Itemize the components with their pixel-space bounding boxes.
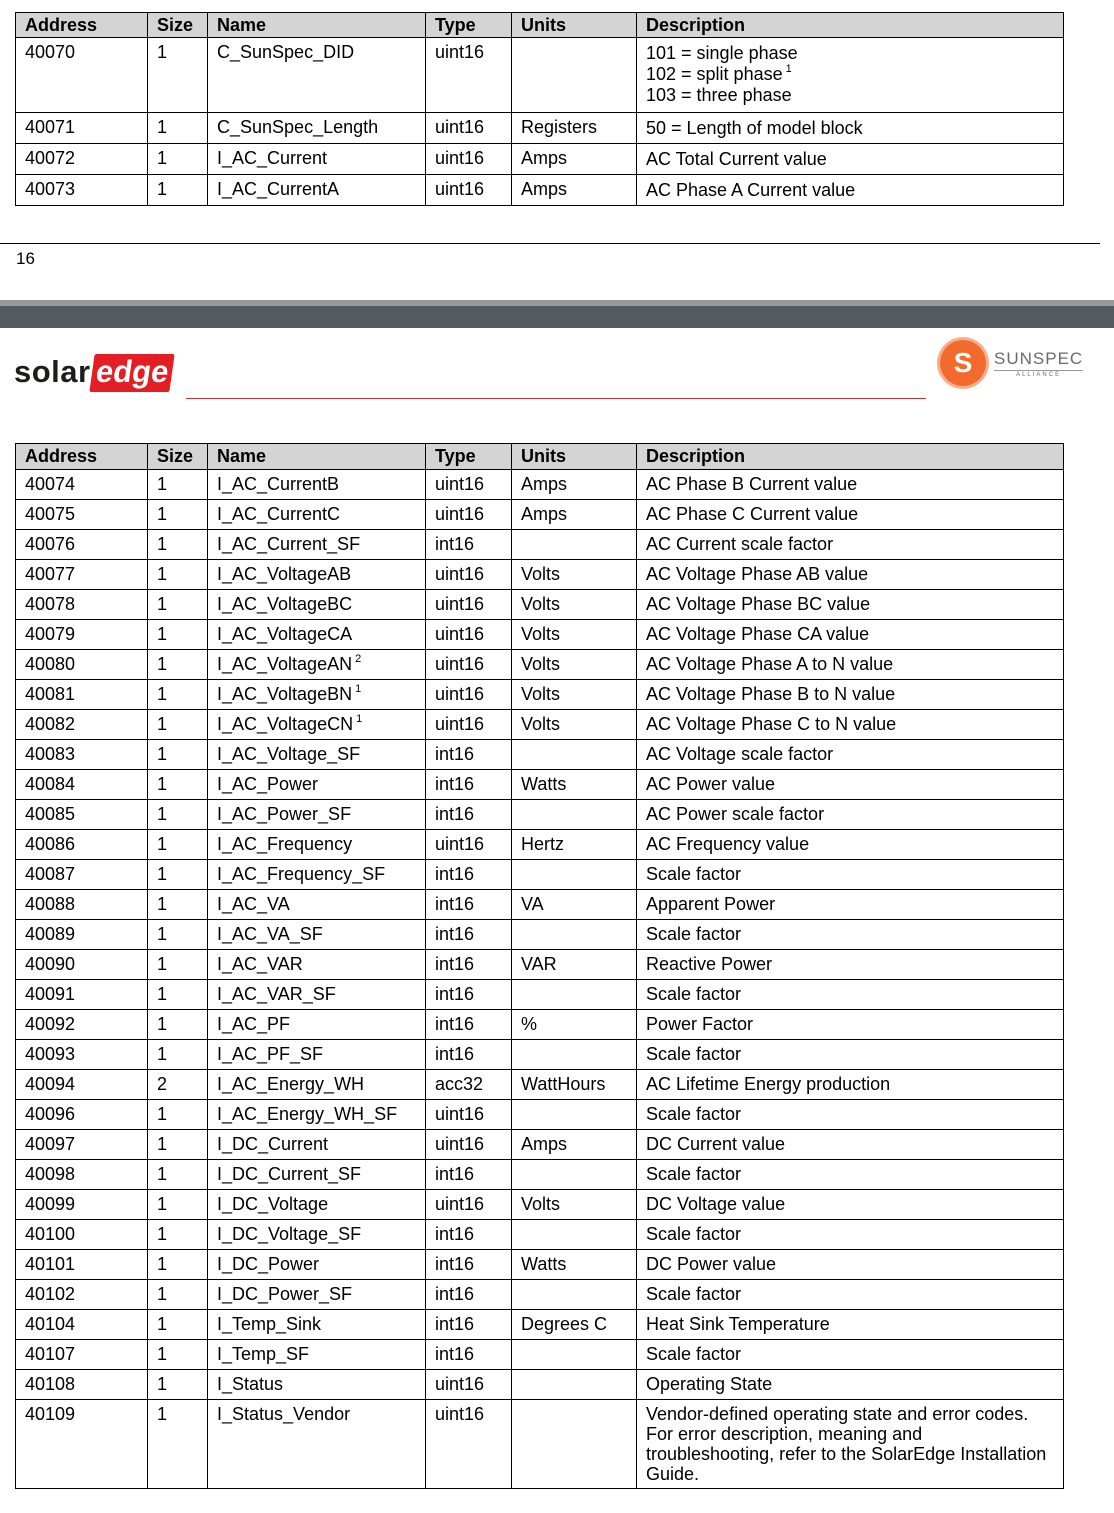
cell-type: int16 [426, 920, 512, 950]
cell-type: uint16 [426, 38, 512, 113]
footnote-marker: 1 [356, 713, 363, 725]
cell-address: 40098 [16, 1160, 148, 1190]
cell-description: Scale factor [637, 860, 1064, 890]
cell-units: Amps [512, 144, 637, 175]
cell-address: 40092 [16, 1010, 148, 1040]
cell-type: int16 [426, 1340, 512, 1370]
cell-description: DC Current value [637, 1130, 1064, 1160]
cell-units [512, 1400, 637, 1489]
cell-size: 1 [148, 710, 208, 740]
cell-address: 40102 [16, 1280, 148, 1310]
cell-units [512, 1370, 637, 1400]
cell-address: 40084 [16, 770, 148, 800]
cell-type: uint16 [426, 1130, 512, 1160]
cell-name: I_Status_Vendor [208, 1400, 426, 1489]
cell-description: AC Voltage Phase B to N value [637, 680, 1064, 710]
cell-description: Scale factor [637, 920, 1064, 950]
table-row [16, 1190, 1064, 1220]
cell-name: I_AC_VoltageCN $^1$ [208, 710, 426, 740]
cell-type: uint16 [426, 1190, 512, 1220]
cell-units [512, 530, 637, 560]
cell-description: Scale factor [637, 1220, 1064, 1250]
cell-type: int16 [426, 800, 512, 830]
cell-name: I_AC_VA_SF [208, 920, 426, 950]
cell-name: I_DC_Current [208, 1130, 426, 1160]
cell-address: 40089 [16, 920, 148, 950]
cell-type: int16 [426, 530, 512, 560]
table-row [16, 980, 1064, 1010]
cell-description: Operating State [637, 1370, 1064, 1400]
cell-size: 1 [148, 740, 208, 770]
cell-type: int16 [426, 1220, 512, 1250]
cell-address: 40090 [16, 950, 148, 980]
cell-units [512, 1280, 637, 1310]
table-row [16, 860, 1064, 890]
table-row [16, 1010, 1064, 1040]
cell-address: 40099 [16, 1190, 148, 1220]
cell-size: 1 [148, 530, 208, 560]
cell-type: int16 [426, 890, 512, 920]
cell-address: 40101 [16, 1250, 148, 1280]
register-table-main [15, 443, 1064, 1489]
cell-description: AC Voltage Phase A to N value [637, 650, 1064, 680]
cell-size: 1 [148, 1190, 208, 1220]
cell-name: I_AC_VoltageAN $^2$ [208, 650, 426, 680]
sunspec-name: SUNSPEC [994, 348, 1084, 368]
cell-name: I_DC_Power_SF [208, 1280, 426, 1310]
cell-name: I_DC_Power [208, 1250, 426, 1280]
cell-description: AC Voltage Phase CA value [637, 620, 1064, 650]
table-row [16, 920, 1064, 950]
cell-name: I_AC_VoltageBC [208, 590, 426, 620]
table-row [16, 890, 1064, 920]
cell-name: I_AC_Power_SF [208, 800, 426, 830]
cell-units [512, 1040, 637, 1070]
cell-address: 40081 [16, 680, 148, 710]
col-header-type: Type [426, 444, 512, 470]
cell-units [512, 38, 637, 113]
cell-size: 1 [148, 38, 208, 113]
table-row [16, 830, 1064, 860]
cell-name: I_AC_Power [208, 770, 426, 800]
table-row [16, 1220, 1064, 1250]
cell-type: int16 [426, 950, 512, 980]
cell-units [512, 980, 637, 1010]
cell-name: I_AC_Frequency_SF [208, 860, 426, 890]
cell-name: I_AC_VoltageBN $^1$ [208, 680, 426, 710]
footnote-marker: 1 [785, 63, 792, 75]
cell-units: % [512, 1010, 637, 1040]
page-separator [0, 306, 1114, 328]
cell-type: int16 [426, 1280, 512, 1310]
description-line: 50 = Length of model block [646, 118, 863, 138]
table-row [16, 1130, 1064, 1160]
cell-type: uint16 [426, 144, 512, 175]
cell-units: Volts [512, 680, 637, 710]
cell-size: 1 [148, 590, 208, 620]
cell-description: Power Factor [637, 1010, 1064, 1040]
cell-description: AC Voltage Phase C to N value [637, 710, 1064, 740]
cell-description: Scale factor [637, 1340, 1064, 1370]
table-row [16, 1340, 1064, 1370]
cell-size: 1 [148, 470, 208, 500]
description-line: AC Phase A Current value [646, 180, 856, 200]
table-row [16, 470, 1064, 500]
col-header-description: Description [637, 444, 1064, 470]
cell-units: Amps [512, 470, 637, 500]
cell-type: int16 [426, 1010, 512, 1040]
cell-size: 2 [148, 1070, 208, 1100]
col-header-address: Address [16, 13, 148, 38]
cell-description [637, 144, 1064, 175]
cell-units: VAR [512, 950, 637, 980]
table-row [16, 1070, 1064, 1100]
cell-name: I_AC_VA [208, 890, 426, 920]
cell-name: I_AC_CurrentB [208, 470, 426, 500]
cell-units: Amps [512, 500, 637, 530]
cell-size: 1 [148, 770, 208, 800]
cell-type: int16 [426, 1310, 512, 1340]
cell-address: 40076 [16, 530, 148, 560]
cell-address: 40109 [16, 1400, 148, 1489]
cell-type: uint16 [426, 1100, 512, 1130]
cell-name: I_AC_PF_SF [208, 1040, 426, 1070]
col-header-type: Type [426, 13, 512, 38]
cell-units [512, 1160, 637, 1190]
cell-units: Volts [512, 650, 637, 680]
cell-type: int16 [426, 860, 512, 890]
table-row [16, 950, 1064, 980]
cell-units: Volts [512, 590, 637, 620]
cell-address: 40100 [16, 1220, 148, 1250]
cell-description: AC Power scale factor [637, 800, 1064, 830]
table-row [16, 800, 1064, 830]
col-header-units: Units [512, 444, 637, 470]
cell-type: uint16 [426, 560, 512, 590]
table-row [16, 1250, 1064, 1280]
cell-description: Scale factor [637, 1160, 1064, 1190]
cell-name: C_SunSpec_Length [208, 113, 426, 144]
table-row [16, 560, 1064, 590]
cell-units: Volts [512, 1190, 637, 1220]
cell-size: 1 [148, 1310, 208, 1340]
cell-address: 40080 [16, 650, 148, 680]
cell-units: Watts [512, 1250, 637, 1280]
cell-size: 1 [148, 1040, 208, 1070]
table-row [16, 620, 1064, 650]
register-table-top [15, 12, 1064, 206]
cell-type: int16 [426, 770, 512, 800]
table-row [16, 500, 1064, 530]
cell-address: 40075 [16, 500, 148, 530]
table-row [16, 590, 1064, 620]
cell-name: C_SunSpec_DID [208, 38, 426, 113]
description-line: 101 = single phase [646, 43, 798, 63]
cell-description [637, 175, 1064, 206]
cell-units: Amps [512, 175, 637, 206]
cell-type: uint16 [426, 500, 512, 530]
sunspec-alliance-logo [940, 340, 1083, 386]
cell-units: Volts [512, 620, 637, 650]
cell-description: Scale factor [637, 1100, 1064, 1130]
cell-units: Hertz [512, 830, 637, 860]
table-row [16, 38, 1064, 113]
cell-type: uint16 [426, 590, 512, 620]
sunspec-circle-icon: S [940, 340, 986, 386]
cell-size: 1 [148, 113, 208, 144]
cell-type: uint16 [426, 830, 512, 860]
cell-name: I_AC_Energy_WH [208, 1070, 426, 1100]
solaredge-logo-solar: solar [14, 354, 91, 389]
cell-name: I_AC_VAR [208, 950, 426, 980]
cell-type: uint16 [426, 710, 512, 740]
cell-type: int16 [426, 980, 512, 1010]
cell-size: 1 [148, 1130, 208, 1160]
cell-size: 1 [148, 1370, 208, 1400]
table-row [16, 710, 1064, 740]
cell-description: AC Phase C Current value [637, 500, 1064, 530]
solaredge-logo-edge: edge [89, 354, 175, 392]
cell-size: 1 [148, 1220, 208, 1250]
cell-size: 1 [148, 830, 208, 860]
cell-name: I_AC_VoltageCA [208, 620, 426, 650]
cell-name: I_DC_Current_SF [208, 1160, 426, 1190]
cell-description: AC Voltage Phase AB value [637, 560, 1064, 590]
table-row [16, 175, 1064, 206]
table-header-row [16, 13, 1064, 38]
cell-size: 1 [148, 1400, 208, 1489]
cell-units: WattHours [512, 1070, 637, 1100]
table-row [16, 1400, 1064, 1489]
cell-description: DC Voltage value [637, 1190, 1064, 1220]
cell-description: AC Phase B Current value [637, 470, 1064, 500]
cell-description: Scale factor [637, 1040, 1064, 1070]
cell-description: DC Power value [637, 1250, 1064, 1280]
col-header-name: Name [208, 13, 426, 38]
col-header-size: Size [148, 444, 208, 470]
page-footer-rule [0, 243, 1100, 244]
cell-address: 40097 [16, 1130, 148, 1160]
table-row [16, 680, 1064, 710]
cell-type: uint16 [426, 113, 512, 144]
col-header-units: Units [512, 13, 637, 38]
cell-name: I_AC_Current [208, 144, 426, 175]
cell-description: AC Voltage scale factor [637, 740, 1064, 770]
cell-size: 1 [148, 560, 208, 590]
cell-type: uint16 [426, 1400, 512, 1489]
cell-name: I_AC_Energy_WH_SF [208, 1100, 426, 1130]
cell-size: 1 [148, 800, 208, 830]
cell-units [512, 860, 637, 890]
cell-units [512, 1340, 637, 1370]
cell-size: 1 [148, 950, 208, 980]
table-row [16, 1280, 1064, 1310]
cell-address: 40107 [16, 1340, 148, 1370]
cell-units [512, 1100, 637, 1130]
cell-address: 40086 [16, 830, 148, 860]
table-row [16, 144, 1064, 175]
cell-size: 1 [148, 1340, 208, 1370]
description-line: AC Total Current value [646, 149, 827, 169]
cell-description: Scale factor [637, 1280, 1064, 1310]
table-row [16, 530, 1064, 560]
cell-type: uint16 [426, 650, 512, 680]
cell-size: 1 [148, 980, 208, 1010]
cell-address: 40072 [16, 144, 148, 175]
col-header-address: Address [16, 444, 148, 470]
sunspec-subtitle: ALLIANCE [994, 370, 1083, 378]
cell-size: 1 [148, 500, 208, 530]
cell-name: I_AC_PF [208, 1010, 426, 1040]
description-line: 102 = split phase $^1$ [646, 63, 792, 84]
cell-type: int16 [426, 1250, 512, 1280]
cell-units: Amps [512, 1130, 637, 1160]
cell-address: 40093 [16, 1040, 148, 1070]
cell-type: uint16 [426, 470, 512, 500]
cell-units [512, 920, 637, 950]
cell-size: 1 [148, 175, 208, 206]
cell-units: VA [512, 890, 637, 920]
table-row [16, 1160, 1064, 1190]
cell-units [512, 1220, 637, 1250]
cell-type: acc32 [426, 1070, 512, 1100]
cell-address: 40088 [16, 890, 148, 920]
cell-units: Registers [512, 113, 637, 144]
cell-name: I_AC_Frequency [208, 830, 426, 860]
cell-type: uint16 [426, 680, 512, 710]
cell-type: int16 [426, 740, 512, 770]
cell-name: I_Status [208, 1370, 426, 1400]
cell-size: 1 [148, 1010, 208, 1040]
cell-address: 40087 [16, 860, 148, 890]
cell-units: Watts [512, 770, 637, 800]
table-row [16, 113, 1064, 144]
cell-description [637, 38, 1064, 113]
cell-description: Scale factor [637, 980, 1064, 1010]
cell-description: Heat Sink Temperature [637, 1310, 1064, 1340]
cell-description [637, 113, 1064, 144]
cell-name: I_Temp_SF [208, 1340, 426, 1370]
cell-address: 40074 [16, 470, 148, 500]
cell-size: 1 [148, 1250, 208, 1280]
cell-units [512, 740, 637, 770]
cell-name: I_AC_CurrentA [208, 175, 426, 206]
cell-size: 1 [148, 890, 208, 920]
table-row [16, 1040, 1064, 1070]
cell-address: 40079 [16, 620, 148, 650]
table-row [16, 1310, 1064, 1340]
page-number: 16 [16, 249, 35, 268]
cell-units: Volts [512, 560, 637, 590]
cell-name: I_AC_Voltage_SF [208, 740, 426, 770]
cell-description: Apparent Power [637, 890, 1064, 920]
cell-description: Vendor-defined operating state and error codes. For error description, meaning and troubleshooting, refer to the SolarEdge Installation Guide. [637, 1400, 1064, 1489]
cell-name: I_AC_CurrentC [208, 500, 426, 530]
cell-address: 40070 [16, 38, 148, 113]
table-row [16, 1370, 1064, 1400]
cell-size: 1 [148, 650, 208, 680]
cell-name: I_DC_Voltage_SF [208, 1220, 426, 1250]
cell-description: Reactive Power [637, 950, 1064, 980]
cell-address: 40082 [16, 710, 148, 740]
cell-name: I_AC_VoltageAB [208, 560, 426, 590]
cell-size: 1 [148, 1280, 208, 1310]
cell-address: 40085 [16, 800, 148, 830]
col-header-size: Size [148, 13, 208, 38]
cell-address: 40096 [16, 1100, 148, 1130]
cell-description: AC Frequency value [637, 830, 1064, 860]
table-row [16, 650, 1064, 680]
table-row [16, 770, 1064, 800]
cell-name: I_AC_VAR_SF [208, 980, 426, 1010]
cell-type: uint16 [426, 1370, 512, 1400]
cell-type: int16 [426, 1160, 512, 1190]
cell-description: AC Current scale factor [637, 530, 1064, 560]
cell-type: uint16 [426, 175, 512, 206]
cell-size: 1 [148, 620, 208, 650]
cell-size: 1 [148, 144, 208, 175]
cell-address: 40094 [16, 1070, 148, 1100]
cell-units: Volts [512, 710, 637, 740]
cell-address: 40078 [16, 590, 148, 620]
cell-type: uint16 [426, 620, 512, 650]
description-line: 103 = three phase [646, 85, 792, 105]
cell-units: Degrees C [512, 1310, 637, 1340]
cell-size: 1 [148, 920, 208, 950]
cell-address: 40077 [16, 560, 148, 590]
cell-size: 1 [148, 860, 208, 890]
cell-address: 40091 [16, 980, 148, 1010]
cell-address: 40073 [16, 175, 148, 206]
cell-name: I_AC_Current_SF [208, 530, 426, 560]
table-header-row [16, 444, 1064, 470]
table-row [16, 740, 1064, 770]
cell-size: 1 [148, 680, 208, 710]
solaredge-logo [14, 354, 172, 398]
cell-units [512, 800, 637, 830]
cell-address: 40108 [16, 1370, 148, 1400]
cell-description: AC Power value [637, 770, 1064, 800]
cell-type: int16 [426, 1040, 512, 1070]
cell-address: 40104 [16, 1310, 148, 1340]
cell-description: AC Lifetime Energy production [637, 1070, 1064, 1100]
header-rule [186, 398, 926, 399]
cell-description: AC Voltage Phase BC value [637, 590, 1064, 620]
footnote-marker: 2 [355, 653, 362, 665]
cell-size: 1 [148, 1100, 208, 1130]
footnote-marker: 1 [355, 683, 362, 695]
cell-address: 40083 [16, 740, 148, 770]
col-header-name: Name [208, 444, 426, 470]
cell-name: I_DC_Voltage [208, 1190, 426, 1220]
cell-name: I_Temp_Sink [208, 1310, 426, 1340]
col-header-description: Description [637, 13, 1064, 38]
cell-size: 1 [148, 1160, 208, 1190]
cell-address: 40071 [16, 113, 148, 144]
table-row [16, 1100, 1064, 1130]
